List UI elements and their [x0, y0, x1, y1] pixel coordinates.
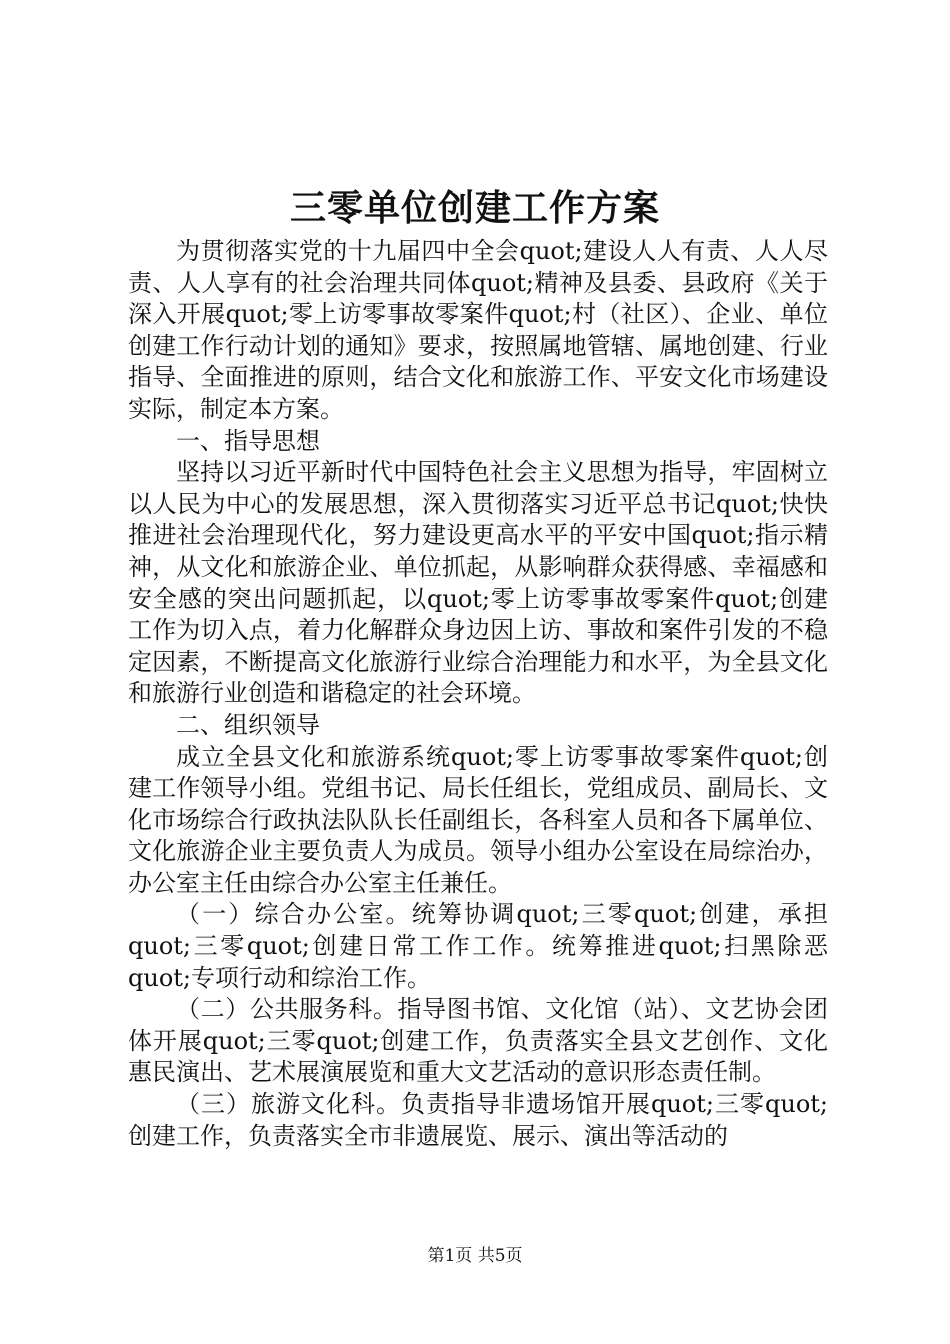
- guiding-thought-paragraph: 坚持以习近平新时代中国特色社会主义思想为指导，牢固树立以人民为中心的发展思想，深入贯彻落实习近平总书记quot;快快推进社会治理现代化，努力建设更高水平的平安中国quot;指示精神，从文化和旅游企业、单位抓起，从影响群众获得感、幸福感和安全感的突出问题抓起，以quot;零上访零事故零案件quot;创建工作为切入点，着力化解群众身边因上访、事故和案件引发的不稳定因素，不断提高文化旅游行业综合治理能力和水平，为全县文化和旅游行业创造和谐稳定的社会环境。: [128, 458, 828, 708]
- section-heading-guiding-thought: 一、指导思想: [176, 426, 320, 455]
- document-body: [128, 236, 828, 1152]
- office-paragraph: （一）综合办公室。统筹协调quot;三零quot;创建，承担quot;三零quot;创建日常工作工作。统筹推进quot;扫黑除恶quot;专项行动和综治工作。: [128, 900, 828, 992]
- public-service-paragraph: （二）公共服务科。指导图书馆、文化馆（站）、文艺协会团体开展quot;三零quot;创建工作，负责落实全县文艺创作、文化惠民演出、艺术展演展览和重大文艺活动的意识形态责任制。: [128, 995, 828, 1087]
- intro-paragraph: 为贯彻落实党的十九届四中全会quot;建设人人有责、人人尽责、人人享有的社会治理共同体quot;精神及县委、县政府《关于深入开展quot;零上访零事故零案件quot;村（社区）、企业、单位创建工作行动计划的通知》要求，按照属地管辖、属地创建、行业指导、全面推进的原则，结合文化和旅游工作、平安文化市场建设实际，制定本方案。: [128, 237, 828, 423]
- leadership-paragraph: 成立全县文化和旅游系统quot;零上访零事故零案件quot;创建工作领导小组。党组书记、局长任组长，党组成员、副局长、文化市场综合行政执法队队长任副组长，各科室人员和各下属单位、文化旅游企业主要负责人为成员。领导小组办公室设在局综治办，办公室主任由综合办公室主任兼任。: [128, 742, 828, 897]
- document-title: 三零单位创建工作方案: [289, 187, 660, 229]
- section-heading-leadership: 二、组织领导: [176, 710, 320, 739]
- tourism-culture-paragraph: （三）旅游文化科。负责指导非遗场馆开展quot;三零quot;创建工作，负责落实全市非遗展览、展示、演出等活动的: [128, 1090, 828, 1150]
- page-footer: 第1页 共5页: [427, 1246, 523, 1266]
